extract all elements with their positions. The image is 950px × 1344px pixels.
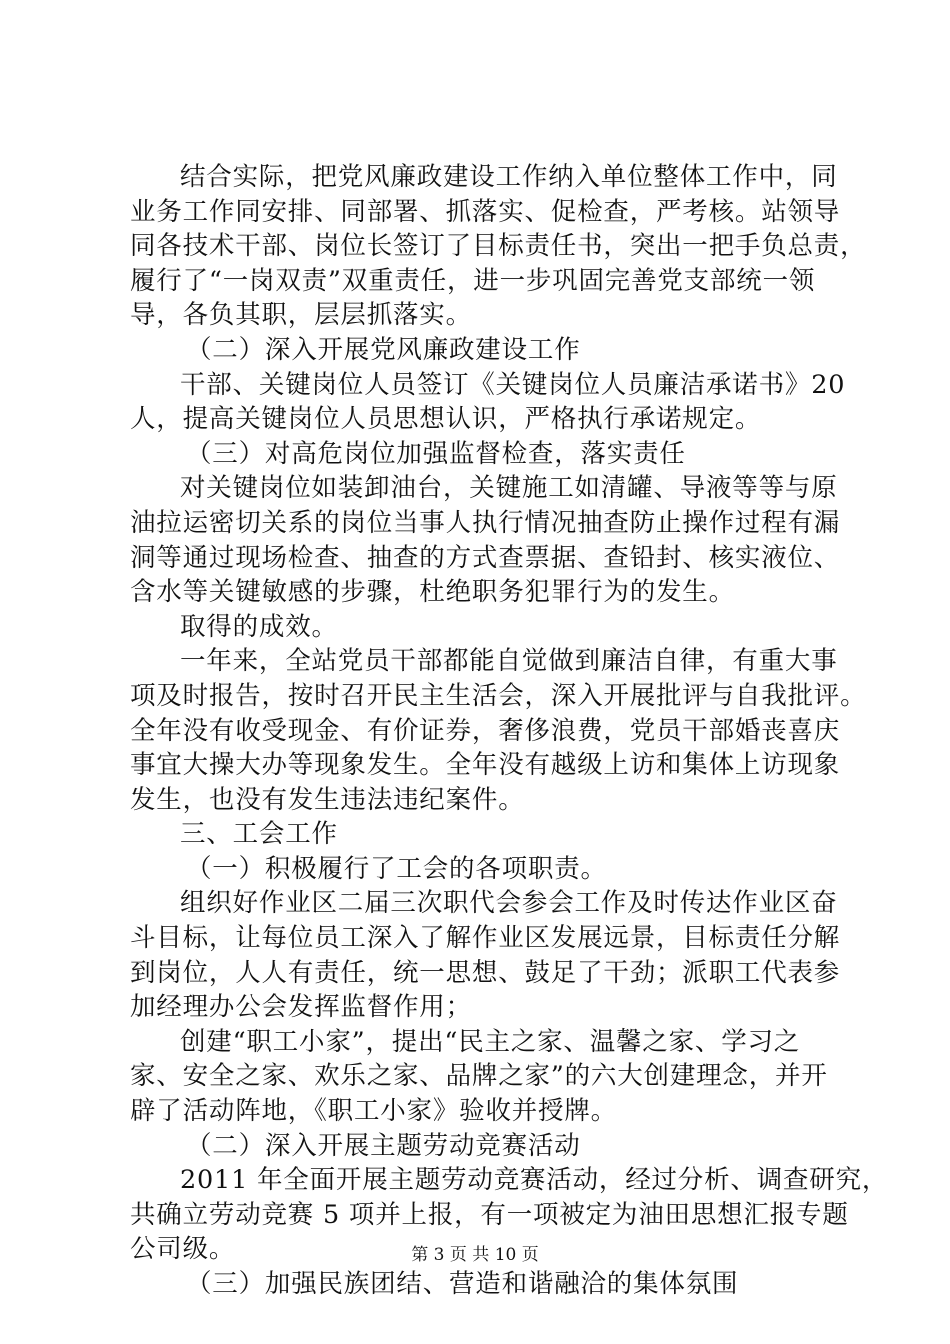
text-line: 事宜大操大办等现象发生。全年没有越级上访和集体上访现象 [130, 750, 841, 781]
text-line: 油拉运密切关系的岗位当事人执行情况抽查防止操作过程有漏 [130, 507, 841, 538]
text-line: 含水等关键敏感的步骤，杜绝职务犯罪行为的发生。 [130, 577, 735, 608]
text-line: 公司级。 [130, 1234, 236, 1265]
text-line: 家、安全之家、欢乐之家、品牌之家”的六大创建理念，并开 [130, 1061, 828, 1092]
text-line: 取得的成效。 [180, 611, 338, 642]
text-line: 项及时报告，按时召开民主生活会，深入开展批评与自我批评。 [130, 680, 867, 711]
text-line: （二）深入开展党风廉政建设工作 [186, 334, 581, 365]
text-line: 共确立劳动竞赛 5 项并上报，有一项被定为油田思想汇报专题 [130, 1199, 849, 1230]
text-line: 到岗位，人人有责任，统一思想、鼓足了干劲；派职工代表参 [130, 957, 841, 988]
text-line: 三、工会工作 [180, 819, 338, 850]
text-line: 结合实际，把党风廉政建设工作纳入单位整体工作中，同 [180, 162, 838, 192]
text-line: 斗目标，让每位员工深入了解作业区发展远景，目标责任分解 [130, 923, 841, 954]
text-line: 组织好作业区二届三次职代会参会工作及时传达作业区奋 [180, 888, 838, 919]
text-line: 全年没有收受现金、有价证券，奢侈浪费，党员干部婚丧喜庆 [130, 715, 841, 746]
text-line: （二）深入开展主题劳动竞赛活动 [186, 1130, 581, 1161]
text-line: （一）积极履行了工会的各项职责。 [186, 853, 607, 884]
text-line: 人，提高关键岗位人员思想认识，严格执行承诺规定。 [130, 404, 762, 435]
text-line: 洞等通过现场检查、抽查的方式查票据、查铅封、核实液位、 [130, 542, 841, 573]
text-line: 2011 年全面开展主题劳动竞赛活动，经过分析、调查研究， [180, 1165, 889, 1196]
text-line: 一年来，全站党员干部都能自觉做到廉洁自律，有重大事 [180, 646, 838, 677]
text-line: 同各技术干部、岗位长签订了目标责任书，突出一把手负总责， [130, 231, 867, 262]
page-footer: 第 3 页 共 10 页 [411, 1245, 539, 1265]
text-line: 导，各负其职，层层抓落实。 [130, 300, 472, 331]
text-line: （三）加强民族团结、营造和谐融洽的集体氛围 [186, 1269, 739, 1299]
text-line: 履行了“一岗双责”双重责任，进一步巩固完善党支部统一领 [130, 265, 816, 296]
text-line: （三）对高危岗位加强监督检查，落实责任 [186, 438, 686, 469]
text-line: 发生，也没有发生违法违纪案件。 [130, 784, 525, 815]
text-line: 业务工作同安排、同部署、抓落实、促检查，严考核。站领导 [130, 196, 841, 227]
text-line: 对关键岗位如装卸油台，关键施工如清罐、导液等等与原 [180, 473, 838, 504]
text-line: 辟了活动阵地，《职工小家》验收并授牌。 [130, 1096, 617, 1127]
document-body [130, 160, 889, 1302]
text-line: 创建“职工小家”，提出“民主之家、温馨之家、学习之 [180, 1026, 801, 1057]
text-line: 干部、关键岗位人员签订《关键岗位人员廉洁承诺书》20 [180, 369, 846, 400]
text-line: 加经理办公会发挥监督作用； [130, 992, 472, 1023]
